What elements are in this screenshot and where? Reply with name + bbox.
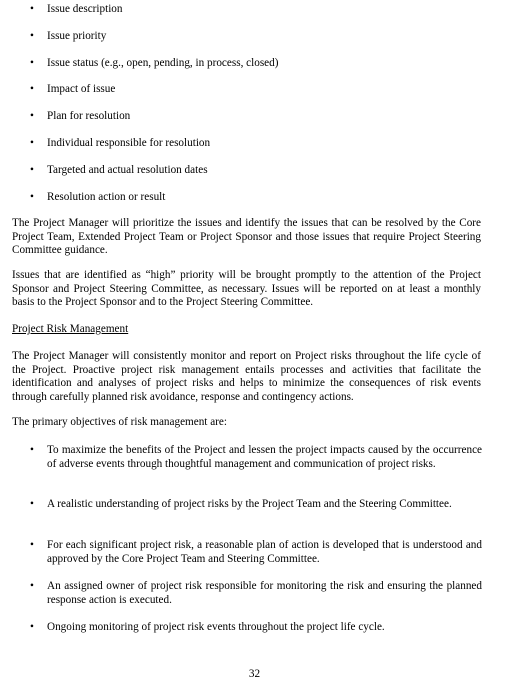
bullet-icon: • bbox=[30, 3, 34, 15]
bullet-icon: • bbox=[30, 29, 34, 42]
list-item: • Resolution action or result bbox=[30, 190, 166, 203]
list-item: • Issue description bbox=[30, 3, 123, 15]
bullet-icon: • bbox=[30, 444, 34, 456]
issue-fields-list bbox=[14, 3, 494, 217]
page-number: 32 bbox=[248, 668, 261, 680]
list-item: • Issue status (e.g., open, pending, in process, closed) bbox=[30, 56, 279, 69]
bullet-icon: • bbox=[30, 56, 34, 69]
list-item: • A realistic understanding of project risks by the Project Team and the Steering Committee. bbox=[30, 498, 452, 510]
paragraph-high-priority-issues: Issues that are identified as “high” priority will be brought promptly to the attention of the Project Sponsor and Project Steering Committee, as necessary. Issues will be reported on at least a monthly basis to the Project Sponsor and to the Project Steering Committee. bbox=[12, 269, 481, 309]
bullet-icon: • bbox=[30, 190, 34, 203]
list-item: • Targeted and actual resolution dates bbox=[30, 163, 208, 176]
list-item: • Issue priority bbox=[30, 29, 107, 42]
list-item: • An assigned owner of project risk responsible for monitoring the risk and ensuring the planned response action is executed. bbox=[30, 580, 482, 606]
bullet-icon: • bbox=[30, 621, 34, 633]
paragraph-objectives-intro: The primary objectives of risk management are: bbox=[12, 416, 227, 428]
list-item: • For each significant project risk, a reasonable plan of action is developed that is understood and approved by the Core Project Team and Steering Committee. bbox=[30, 539, 482, 565]
paragraph-issue-prioritization: The Project Manager will prioritize the issues and identify the issues that can be resolved by the Core Project Team, Extended Project Team or Project Sponsor and those issues that require Project Steering Committee guidance. bbox=[12, 217, 481, 257]
bullet-icon: • bbox=[30, 539, 34, 551]
bullet-icon: • bbox=[30, 498, 34, 510]
section-heading: Project Risk Management bbox=[12, 323, 129, 335]
bullet-icon: • bbox=[30, 136, 34, 149]
list-item: • Ongoing monitoring of project risk events throughout the project life cycle. bbox=[30, 621, 385, 633]
bullet-icon: • bbox=[30, 163, 34, 176]
bullet-icon: • bbox=[30, 83, 34, 96]
list-item: • Individual responsible for resolution bbox=[30, 136, 211, 149]
list-item: • Impact of issue bbox=[30, 83, 116, 96]
bullet-icon: • bbox=[30, 110, 34, 123]
list-item: • Plan for resolution bbox=[30, 110, 131, 123]
bullet-icon: • bbox=[30, 580, 34, 592]
list-item: • To maximize the benefits of the Project and lessen the project impacts caused by the occurrence of adverse events through thoughtful management and communication of project risks. bbox=[30, 444, 482, 470]
paragraph-risk-monitoring: The Project Manager will consistently monitor and report on Project risks throughout the life cycle of the Project. Proactive project risk management entails processes and activities that facilitate the identification and analyses of project risks and helps to minimize the consequences of risk events through carefully planned risk avoidance, response and contingency actions. bbox=[12, 350, 481, 403]
